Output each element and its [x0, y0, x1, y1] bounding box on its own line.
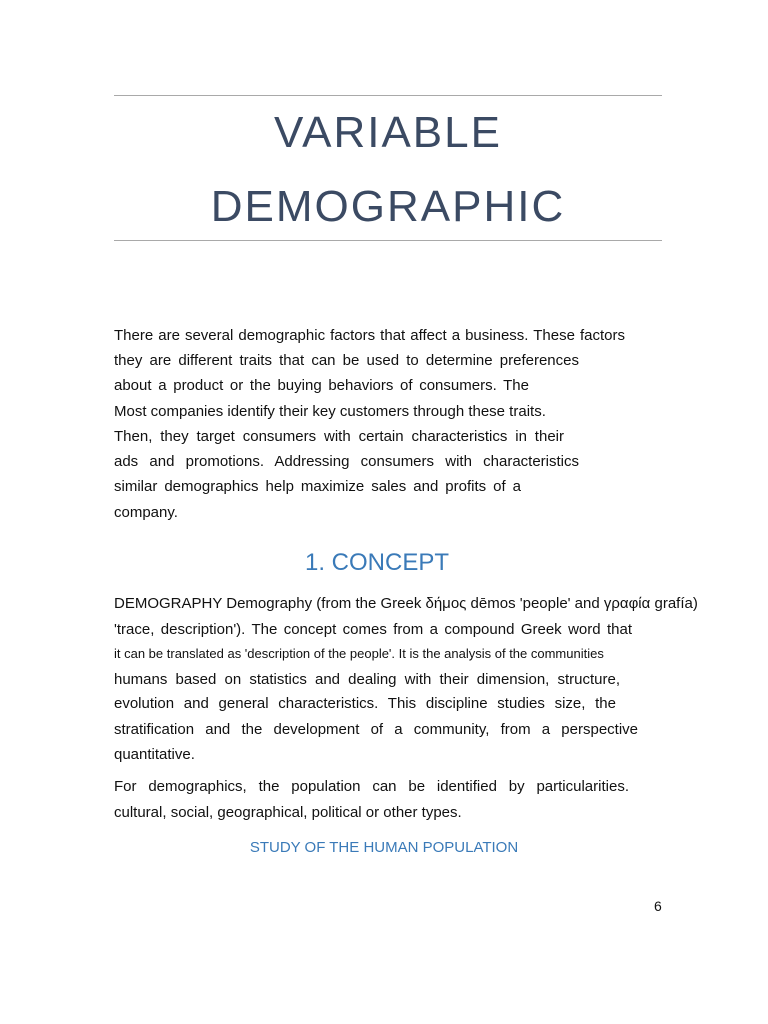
- concept-line: humans based on statistics and dealing with their dimension, structure,: [114, 671, 620, 688]
- intro-line: company.: [114, 504, 178, 521]
- intro-line: ads and promotions. Addressing consumers with characteristics: [114, 453, 579, 470]
- title-top-rule: [114, 95, 662, 96]
- intro-line: about a product or the buying behaviors of consumers. The: [114, 377, 529, 394]
- title-line-2: DEMOGRAPHIC: [210, 182, 566, 231]
- concept-line: stratification and the development of a community, from a perspective: [114, 721, 638, 738]
- intro-line: Most companies identify their key customers through these traits.: [114, 403, 546, 420]
- intro-line: similar demographics help maximize sales and profits of a: [114, 478, 521, 495]
- concept-line: DEMOGRAPHY Demography (from the Greek δήμος dēmos 'people' and γραφία grafía): [114, 595, 698, 612]
- title-bottom-rule: [114, 240, 662, 241]
- concept-line: quantitative.: [114, 746, 195, 763]
- intro-line: There are several demographic factors that affect a business. These factors: [114, 327, 625, 344]
- figure-caption: STUDY OF THE HUMAN POPULATION: [249, 839, 519, 856]
- concept-line: 'trace, description'). The concept comes from a compound Greek word that: [114, 621, 632, 638]
- page-number: 6: [654, 898, 662, 914]
- intro-line: they are different traits that can be used to determine preferences: [114, 352, 579, 369]
- concept-line: evolution and general characteristics. This discipline studies size, the: [114, 695, 616, 712]
- section-heading: 1. CONCEPT: [304, 549, 450, 576]
- intro-line: Then, they target consumers with certain characteristics in their: [114, 428, 564, 445]
- population-line: cultural, social, geographical, political or other types.: [114, 804, 462, 821]
- title-line-1: VARIABLE: [274, 108, 502, 157]
- concept-line: it can be translated as 'description of the people'. It is the analysis of the communities: [114, 646, 604, 661]
- population-line: For demographics, the population can be identified by particularities.: [114, 778, 629, 795]
